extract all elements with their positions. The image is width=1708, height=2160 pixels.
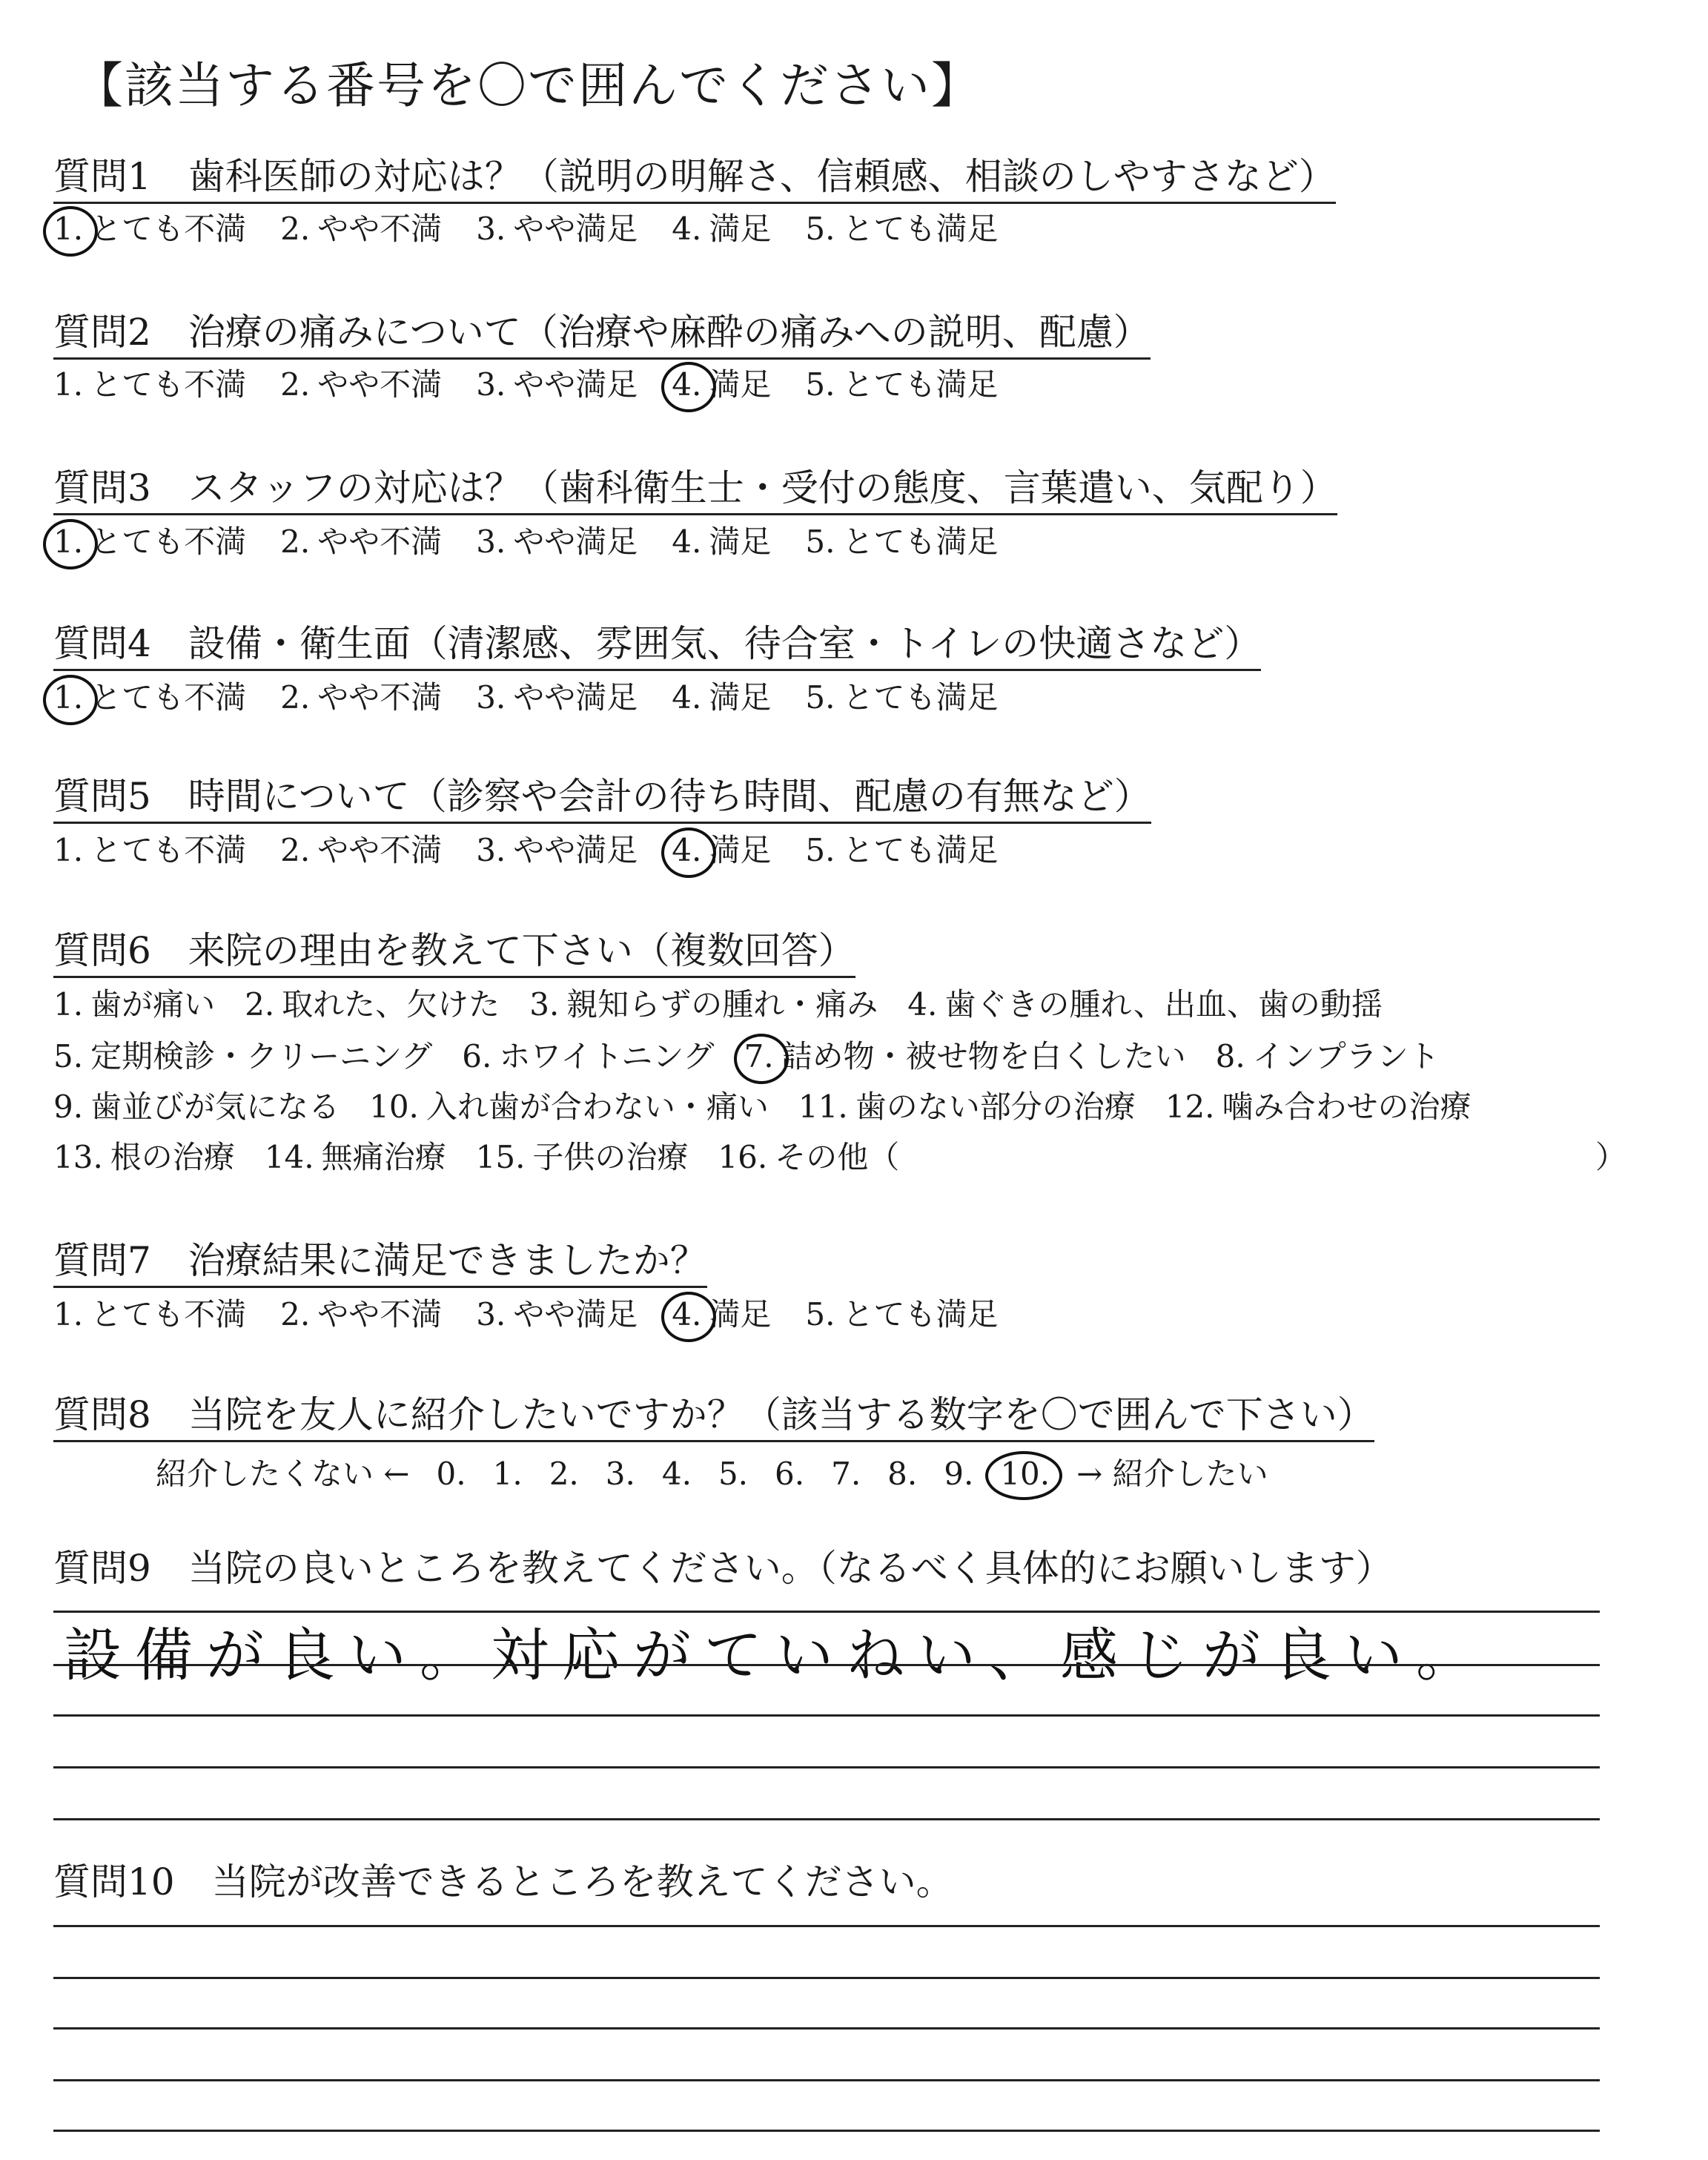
q4-option-4[interactable] bbox=[672, 679, 771, 716]
option-label: その他（ bbox=[775, 1139, 900, 1175]
option-label: 満足 bbox=[709, 211, 772, 247]
q3-option-1[interactable] bbox=[53, 524, 246, 561]
answer-line bbox=[53, 1714, 1600, 1717]
option-number: 5. bbox=[805, 679, 835, 716]
q7-option-5[interactable] bbox=[805, 1296, 998, 1333]
instruction-header: 【該当する番号を〇で囲んでください】 bbox=[74, 57, 982, 114]
q7-option-1[interactable] bbox=[53, 1296, 246, 1333]
option-label: 詰め物・被せ物を白くしたい bbox=[781, 1038, 1186, 1074]
scale-value-2[interactable]: 2. bbox=[549, 1456, 579, 1492]
option-label: とても満足 bbox=[842, 211, 999, 247]
q2-option-2[interactable] bbox=[280, 366, 442, 403]
q3-options bbox=[53, 524, 1032, 561]
option-label: 取れた、欠けた bbox=[282, 986, 500, 1023]
option-number: 4. bbox=[907, 986, 938, 1023]
option-label: とても満足 bbox=[842, 1296, 999, 1332]
option-number: 2. bbox=[280, 211, 311, 247]
answer-line bbox=[53, 1766, 1600, 1768]
q8-title: 質問8 当院を友人に紹介したいですか？（該当する数字を〇で囲んで下さい） bbox=[53, 1393, 1374, 1442]
option-number: 4. bbox=[672, 366, 702, 403]
q2-options bbox=[53, 366, 1032, 403]
option-label: とても不満 bbox=[90, 211, 247, 247]
option-label: やや満足 bbox=[513, 679, 638, 716]
q5-option-3[interactable] bbox=[476, 832, 638, 869]
option-number: 4. bbox=[672, 679, 702, 716]
option-number: 11. bbox=[798, 1089, 848, 1125]
q1-options bbox=[53, 211, 1032, 248]
option-label: 満足 bbox=[709, 832, 772, 868]
option-label: やや不満 bbox=[317, 524, 443, 560]
option-label: やや満足 bbox=[513, 1296, 638, 1332]
option-number: 16. bbox=[718, 1139, 768, 1175]
option-number: 8. bbox=[1215, 1038, 1245, 1074]
option-label: やや不満 bbox=[317, 679, 443, 716]
q6-reason-9[interactable] bbox=[53, 1089, 340, 1126]
answer-line bbox=[53, 1611, 1600, 1613]
option-label: ホワイトニング bbox=[499, 1038, 715, 1074]
option-label: とても不満 bbox=[90, 366, 247, 403]
option-label: とても不満 bbox=[90, 679, 247, 716]
option-number: 5. bbox=[805, 1296, 835, 1332]
scale-value-3[interactable]: 3. bbox=[605, 1456, 635, 1492]
scale-value-8[interactable]: 8. bbox=[887, 1456, 918, 1492]
q5-option-5[interactable] bbox=[805, 832, 998, 869]
q2-option-3[interactable] bbox=[476, 366, 638, 403]
q4-option-2[interactable] bbox=[280, 679, 442, 716]
option-number: 3. bbox=[476, 679, 506, 716]
q1-option-5[interactable] bbox=[805, 211, 998, 248]
option-number: 3. bbox=[476, 524, 506, 560]
q8-scale bbox=[156, 1450, 1295, 1494]
option-label: 親知らずの腫れ・痛み bbox=[566, 986, 878, 1023]
option-label: 根の治療 bbox=[110, 1139, 235, 1175]
answer-line bbox=[53, 1925, 1600, 1927]
q6-reason-row bbox=[53, 1139, 1627, 1176]
option-label: やや満足 bbox=[513, 524, 638, 560]
option-number: 2. bbox=[280, 524, 311, 560]
option-label: 満足 bbox=[709, 679, 772, 716]
q10-title: 質問10 当院が改善できるところを教えてください。 bbox=[53, 1860, 953, 1903]
q4-options bbox=[53, 679, 1032, 716]
option-label: 歯が痛い bbox=[90, 986, 216, 1023]
q6-reason-14[interactable] bbox=[265, 1139, 446, 1176]
q4-option-3[interactable] bbox=[476, 679, 638, 716]
scale-value-6[interactable]: 6. bbox=[775, 1456, 805, 1492]
option-number: 3. bbox=[529, 986, 560, 1023]
q9-handwritten-answer[interactable]: 設備が良い。対応がていねい、感じが良い。 bbox=[64, 1622, 1488, 1689]
q7-option-3[interactable] bbox=[476, 1296, 638, 1333]
option-label: やや不満 bbox=[317, 832, 443, 868]
q5-option-2[interactable] bbox=[280, 832, 442, 869]
q6-reason-6[interactable] bbox=[462, 1038, 714, 1075]
q6-reason-16[interactable] bbox=[718, 1139, 899, 1176]
option-label: やや不満 bbox=[317, 211, 443, 247]
option-label: 定期検診・クリーニング bbox=[90, 1038, 433, 1074]
q1-option-4[interactable] bbox=[672, 211, 771, 248]
q1-title: 質問1 歯科医師の対応は？（説明の明解さ、信頼感、相談のしやすさなど） bbox=[53, 154, 1336, 204]
option-label: やや不満 bbox=[317, 366, 443, 403]
option-number: 3. bbox=[476, 211, 506, 247]
option-label: 満足 bbox=[709, 524, 772, 560]
option-label: 歯並びが気になる bbox=[90, 1089, 340, 1125]
q3-option-4[interactable] bbox=[672, 524, 771, 561]
scale-value-1[interactable]: 1. bbox=[492, 1456, 523, 1492]
q7-option-2[interactable] bbox=[280, 1296, 442, 1333]
q6-reason-5[interactable] bbox=[53, 1038, 432, 1075]
option-number: 7. bbox=[744, 1038, 774, 1074]
q5-options bbox=[53, 832, 1032, 869]
option-number: 1. bbox=[53, 366, 84, 403]
option-number: 2. bbox=[280, 1296, 311, 1332]
q7-options bbox=[53, 1296, 1032, 1333]
option-label: 噛み合わせの治療 bbox=[1222, 1089, 1472, 1125]
option-number: 1. bbox=[53, 211, 84, 247]
q6-reason-11[interactable] bbox=[798, 1089, 1136, 1126]
q3-option-5[interactable] bbox=[805, 524, 998, 561]
answer-line bbox=[53, 2027, 1600, 2029]
q6-reason-15[interactable] bbox=[476, 1139, 689, 1176]
option-label: 無痛治療 bbox=[321, 1139, 446, 1175]
q5-title: 質問5 時間について（診察や会計の待ち時間、配慮の有無など） bbox=[53, 774, 1151, 824]
q6-reason-row bbox=[53, 1038, 1469, 1075]
answer-line bbox=[53, 1977, 1600, 1979]
q3-title: 質問3 スタッフの対応は？（歯科衛生士・受付の態度、言葉遣い、気配り） bbox=[53, 466, 1337, 515]
option-number: 4. bbox=[672, 524, 702, 560]
scale-value-4[interactable]: 4. bbox=[661, 1456, 692, 1492]
option-label: やや不満 bbox=[317, 1296, 443, 1332]
option-label: 満足 bbox=[709, 1296, 772, 1332]
option-number: 5. bbox=[805, 366, 835, 403]
q1-option-3[interactable] bbox=[476, 211, 638, 248]
option-label: 満足 bbox=[709, 366, 772, 403]
option-label: とても満足 bbox=[842, 366, 999, 403]
q6-reason-3[interactable] bbox=[529, 986, 878, 1023]
q6-reason-1[interactable] bbox=[53, 986, 215, 1023]
option-number: 14. bbox=[264, 1139, 314, 1175]
q3-option-3[interactable] bbox=[476, 524, 638, 561]
option-label: とても不満 bbox=[90, 1296, 247, 1332]
option-number: 5. bbox=[805, 211, 835, 247]
option-number: 13. bbox=[53, 1139, 103, 1175]
answer-line bbox=[53, 1818, 1600, 1820]
option-number: 1. bbox=[53, 1296, 84, 1332]
option-label: とても満足 bbox=[842, 524, 999, 560]
q6-reason-10[interactable] bbox=[369, 1089, 769, 1126]
option-number: 3. bbox=[476, 832, 506, 868]
option-number: 3. bbox=[476, 1296, 506, 1332]
q2-option-4[interactable] bbox=[672, 366, 771, 403]
scale-value-10[interactable]: 10. bbox=[1000, 1456, 1050, 1492]
scale-right-label: → 紹介したい bbox=[1076, 1456, 1268, 1492]
option-label: 歯ぐきの腫れ、出血、歯の動揺 bbox=[944, 986, 1383, 1023]
option-number: 12. bbox=[1165, 1089, 1215, 1125]
option-label: とても満足 bbox=[842, 679, 999, 716]
scale-value-9[interactable]: 9. bbox=[944, 1456, 974, 1492]
answer-line bbox=[53, 2130, 1600, 2132]
q2-option-5[interactable] bbox=[805, 366, 998, 403]
option-number: 2. bbox=[280, 679, 311, 716]
option-number: 2. bbox=[245, 986, 275, 1023]
option-number: 4. bbox=[672, 1296, 702, 1332]
option-number: 15. bbox=[475, 1139, 526, 1175]
q5-option-1[interactable] bbox=[53, 832, 246, 869]
q6-reason-7[interactable] bbox=[744, 1038, 1186, 1075]
q6-reason-13[interactable] bbox=[53, 1139, 235, 1176]
option-number: 1. bbox=[53, 524, 84, 560]
scale-left-label: 紹介したくない ← bbox=[156, 1456, 410, 1492]
option-number: 1. bbox=[53, 986, 84, 1023]
answer-line bbox=[53, 2079, 1600, 2081]
option-label: インプラント bbox=[1252, 1038, 1440, 1074]
option-number: 2. bbox=[280, 366, 311, 403]
option-label: やや満足 bbox=[513, 211, 638, 247]
option-label: とても不満 bbox=[90, 524, 247, 560]
q6-title: 質問6 来院の理由を教えて下さい（複数回答） bbox=[53, 928, 855, 978]
q2-title: 質問2 治療の痛みについて（治療や麻酔の痛みへの説明、配慮） bbox=[53, 310, 1151, 360]
option-number: 5. bbox=[53, 1038, 84, 1074]
q6-reason-4[interactable] bbox=[907, 986, 1383, 1023]
option-label: やや満足 bbox=[513, 366, 638, 403]
option-number: 3. bbox=[476, 366, 506, 403]
option-number: 5. bbox=[805, 524, 835, 560]
q9-title: 質問9 当院の良いところを教えてください。（なるべく具体的にお願いします） bbox=[53, 1547, 1393, 1590]
option-label: やや満足 bbox=[513, 832, 638, 868]
q4-title: 質問4 設備・衛生面（清潔感、雰囲気、待合室・トイレの快適さなど） bbox=[53, 621, 1261, 671]
option-label: 歯のない部分の治療 bbox=[855, 1089, 1136, 1125]
other-close-paren: ） bbox=[1595, 1139, 1627, 1175]
q5-option-4[interactable] bbox=[672, 832, 771, 869]
answer-line bbox=[53, 1664, 1600, 1666]
q6-reason-row bbox=[53, 986, 1412, 1023]
q6-reason-12[interactable] bbox=[1165, 1089, 1472, 1126]
option-number: 2. bbox=[280, 832, 311, 868]
option-label: とても不満 bbox=[90, 832, 247, 868]
option-label: 入れ歯が合わない・痛い bbox=[426, 1089, 769, 1125]
option-number: 1. bbox=[53, 832, 84, 868]
q1-option-1[interactable] bbox=[53, 211, 246, 248]
q1-option-2[interactable] bbox=[280, 211, 442, 248]
q4-option-5[interactable] bbox=[805, 679, 998, 716]
scale-value-0[interactable]: 0. bbox=[436, 1456, 466, 1492]
option-number: 6. bbox=[462, 1038, 492, 1074]
q6-reason-8[interactable] bbox=[1216, 1038, 1440, 1075]
option-label: とても満足 bbox=[842, 832, 999, 868]
option-number: 10. bbox=[369, 1089, 419, 1125]
scale-value-7[interactable]: 7. bbox=[831, 1456, 861, 1492]
option-label: 子供の治療 bbox=[532, 1139, 689, 1175]
q4-option-1[interactable] bbox=[53, 679, 246, 716]
option-number: 5. bbox=[805, 832, 835, 868]
q6-reason-2[interactable] bbox=[245, 986, 500, 1023]
q3-option-2[interactable] bbox=[280, 524, 442, 561]
scale-value-5[interactable]: 5. bbox=[718, 1456, 749, 1492]
option-number: 1. bbox=[53, 679, 84, 716]
q7-option-4[interactable] bbox=[672, 1296, 771, 1333]
q7-title: 質問7 治療結果に満足できましたか？ bbox=[53, 1238, 707, 1288]
q2-option-1[interactable] bbox=[53, 366, 246, 403]
q6-reason-row bbox=[53, 1089, 1501, 1126]
option-number: 9. bbox=[53, 1089, 84, 1125]
option-number: 4. bbox=[672, 832, 702, 868]
option-number: 4. bbox=[672, 211, 702, 247]
